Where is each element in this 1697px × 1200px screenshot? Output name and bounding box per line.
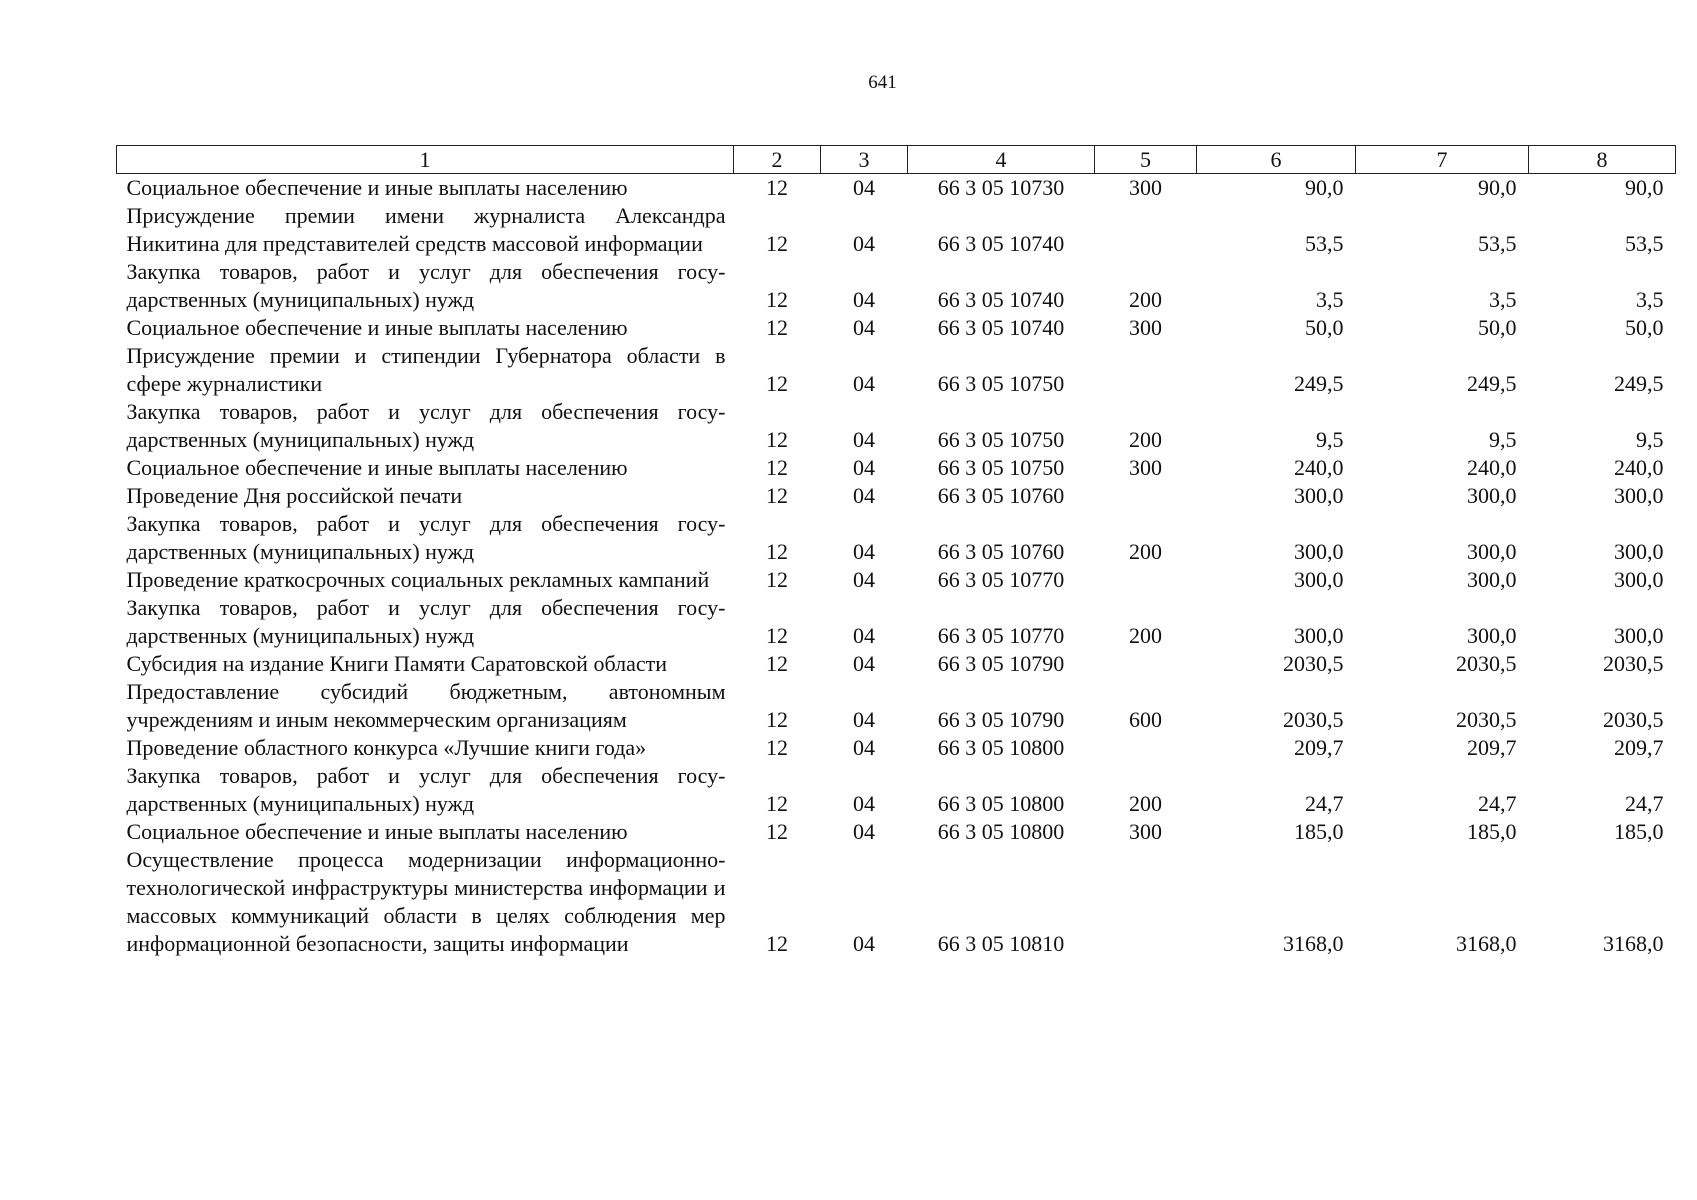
row-amount-col6: 24,7 bbox=[1305, 791, 1344, 816]
row-amount-col7: 209,7 bbox=[1467, 735, 1517, 760]
row-name: Осуществление процесса модернизации информационно-технологической инфраструктуры министерства информации и массовых коммуникаций области в целях соблюдения мер информационной безопасности, защиты информации bbox=[126, 847, 726, 956]
column-header-8: 8 bbox=[1529, 146, 1676, 174]
row-name: Социальное обеспечение и иные выплаты населению bbox=[126, 175, 628, 200]
budget-table-container bbox=[116, 145, 1675, 958]
row-amount-col8: 300,0 bbox=[1614, 539, 1664, 564]
row-target-item-code: 66 3 05 10800 bbox=[937, 791, 1065, 816]
row-section-code: 12 bbox=[766, 455, 788, 480]
table-body bbox=[117, 174, 1676, 959]
row-name: Закупка товаров, работ и услуг для обеспечения государственных (муниципальных) нужд bbox=[126, 595, 726, 648]
row-target-item-code: 66 3 05 10730 bbox=[937, 175, 1065, 200]
row-expense-type-code: 600 bbox=[1129, 707, 1162, 732]
row-subsection-code: 04 bbox=[853, 539, 875, 564]
column-header-3: 3 bbox=[821, 146, 908, 174]
row-amount-col7: 9,5 bbox=[1489, 427, 1517, 452]
row-target-item-code: 66 3 05 10750 bbox=[937, 371, 1065, 396]
row-subsection-code: 04 bbox=[853, 735, 875, 760]
row-target-item-code: 66 3 05 10740 bbox=[937, 315, 1065, 340]
row-expense-type-code: 300 bbox=[1129, 315, 1162, 340]
row-target-item-code: 66 3 05 10760 bbox=[937, 483, 1065, 508]
table-row bbox=[117, 342, 1676, 398]
row-amount-col7: 300,0 bbox=[1467, 483, 1517, 508]
row-subsection-code: 04 bbox=[853, 287, 875, 312]
table-row bbox=[117, 650, 1676, 678]
row-target-item-code: 66 3 05 10810 bbox=[937, 931, 1065, 956]
row-expense-type-code: 200 bbox=[1129, 287, 1162, 312]
row-name: Предоставление субсидий бюджетным, автономным учреждениям и иным некоммерческим организациям bbox=[126, 679, 726, 732]
row-section-code: 12 bbox=[766, 791, 788, 816]
header-row bbox=[117, 146, 1676, 174]
row-subsection-code: 04 bbox=[853, 371, 875, 396]
row-section-code: 12 bbox=[766, 931, 788, 956]
row-amount-col6: 300,0 bbox=[1294, 539, 1344, 564]
row-subsection-code: 04 bbox=[853, 455, 875, 480]
row-name: Присуждение премии и стипендии Губернатора области в сфере журналистики bbox=[126, 343, 726, 396]
row-target-item-code: 66 3 05 10750 bbox=[937, 427, 1065, 452]
row-target-item-code: 66 3 05 10790 bbox=[937, 651, 1065, 676]
row-target-item-code: 66 3 05 10790 bbox=[937, 707, 1065, 732]
row-amount-col6: 300,0 bbox=[1294, 567, 1344, 592]
page-number: 641 bbox=[868, 72, 897, 93]
row-name: Проведение областного конкурса «Лучшие книги года» bbox=[126, 735, 647, 760]
row-section-code: 12 bbox=[766, 427, 788, 452]
row-target-item-code: 66 3 05 10800 bbox=[937, 735, 1065, 760]
row-amount-col8: 185,0 bbox=[1614, 819, 1664, 844]
row-name: Социальное обеспечение и иные выплаты населению bbox=[126, 315, 628, 340]
row-amount-col8: 209,7 bbox=[1614, 735, 1664, 760]
row-amount-col8: 2030,5 bbox=[1603, 651, 1664, 676]
row-section-code: 12 bbox=[766, 371, 788, 396]
row-expense-type-code bbox=[1095, 566, 1197, 594]
table-row bbox=[117, 258, 1676, 314]
row-name: Присуждение премии имени журналиста Александра Никитина для представителей средств массовой информации bbox=[126, 203, 726, 256]
row-section-code: 12 bbox=[766, 315, 788, 340]
row-amount-col7: 90,0 bbox=[1478, 175, 1517, 200]
table-row bbox=[117, 678, 1676, 734]
row-amount-col6: 300,0 bbox=[1294, 623, 1344, 648]
row-target-item-code: 66 3 05 10750 bbox=[937, 455, 1065, 480]
row-expense-type-code: 300 bbox=[1129, 455, 1162, 480]
row-amount-col7: 24,7 bbox=[1478, 791, 1517, 816]
row-amount-col6: 240,0 bbox=[1294, 455, 1344, 480]
row-amount-col7: 300,0 bbox=[1467, 623, 1517, 648]
row-amount-col8: 240,0 bbox=[1614, 455, 1664, 480]
row-amount-col6: 249,5 bbox=[1294, 371, 1344, 396]
row-expense-type-code bbox=[1095, 650, 1197, 678]
row-amount-col6: 9,5 bbox=[1316, 427, 1344, 452]
row-expense-type-code: 200 bbox=[1129, 791, 1162, 816]
row-amount-col7: 249,5 bbox=[1467, 371, 1517, 396]
row-section-code: 12 bbox=[766, 287, 788, 312]
row-amount-col7: 300,0 bbox=[1467, 567, 1517, 592]
row-target-item-code: 66 3 05 10760 bbox=[937, 539, 1065, 564]
row-target-item-code: 66 3 05 10770 bbox=[937, 567, 1065, 592]
row-amount-col7: 300,0 bbox=[1467, 539, 1517, 564]
row-amount-col7: 53,5 bbox=[1478, 231, 1517, 256]
row-amount-col6: 2030,5 bbox=[1283, 651, 1344, 676]
row-amount-col7: 3,5 bbox=[1489, 287, 1517, 312]
row-subsection-code: 04 bbox=[853, 707, 875, 732]
row-amount-col8: 3,5 bbox=[1636, 287, 1664, 312]
column-header-6: 6 bbox=[1197, 146, 1356, 174]
table-row bbox=[117, 314, 1676, 342]
table-row bbox=[117, 594, 1676, 650]
row-expense-type-code bbox=[1095, 342, 1197, 398]
row-amount-col8: 24,7 bbox=[1625, 791, 1664, 816]
table-row bbox=[117, 566, 1676, 594]
row-section-code: 12 bbox=[766, 539, 788, 564]
table-row bbox=[117, 762, 1676, 818]
row-name: Закупка товаров, работ и услуг для обеспечения государственных (муниципальных) нужд bbox=[126, 399, 726, 452]
row-amount-col8: 300,0 bbox=[1614, 567, 1664, 592]
row-subsection-code: 04 bbox=[853, 819, 875, 844]
row-subsection-code: 04 bbox=[853, 623, 875, 648]
row-amount-col8: 300,0 bbox=[1614, 623, 1664, 648]
row-amount-col6: 185,0 bbox=[1294, 819, 1344, 844]
table-row bbox=[117, 202, 1676, 258]
row-amount-col6: 3168,0 bbox=[1283, 931, 1344, 956]
row-section-code: 12 bbox=[766, 735, 788, 760]
column-header-1: 1 bbox=[117, 146, 734, 174]
row-subsection-code: 04 bbox=[853, 651, 875, 676]
row-subsection-code: 04 bbox=[853, 175, 875, 200]
row-amount-col8: 53,5 bbox=[1625, 231, 1664, 256]
row-subsection-code: 04 bbox=[853, 483, 875, 508]
row-amount-col6: 90,0 bbox=[1305, 175, 1344, 200]
row-amount-col6: 209,7 bbox=[1294, 735, 1344, 760]
row-name: Закупка товаров, работ и услуг для обеспечения государственных (муниципальных) нужд bbox=[126, 259, 726, 312]
row-expense-type-code bbox=[1095, 202, 1197, 258]
row-subsection-code: 04 bbox=[853, 931, 875, 956]
row-name: Проведение Дня российской печати bbox=[126, 483, 463, 508]
row-section-code: 12 bbox=[766, 175, 788, 200]
row-subsection-code: 04 bbox=[853, 567, 875, 592]
row-subsection-code: 04 bbox=[853, 427, 875, 452]
column-header-7: 7 bbox=[1356, 146, 1529, 174]
row-subsection-code: 04 bbox=[853, 231, 875, 256]
row-section-code: 12 bbox=[766, 819, 788, 844]
row-section-code: 12 bbox=[766, 707, 788, 732]
row-amount-col7: 50,0 bbox=[1478, 315, 1517, 340]
row-amount-col7: 2030,5 bbox=[1456, 651, 1517, 676]
row-target-item-code: 66 3 05 10740 bbox=[937, 231, 1065, 256]
row-target-item-code: 66 3 05 10770 bbox=[937, 623, 1065, 648]
row-name: Закупка товаров, работ и услуг для обеспечения государственных (муниципальных) нужд bbox=[126, 511, 726, 564]
row-section-code: 12 bbox=[766, 623, 788, 648]
row-amount-col6: 53,5 bbox=[1305, 231, 1344, 256]
row-amount-col8: 249,5 bbox=[1614, 371, 1664, 396]
row-expense-type-code bbox=[1095, 734, 1197, 762]
row-amount-col7: 2030,5 bbox=[1456, 707, 1517, 732]
row-expense-type-code: 200 bbox=[1129, 427, 1162, 452]
row-amount-col8: 50,0 bbox=[1625, 315, 1664, 340]
table-row bbox=[117, 174, 1676, 203]
row-name: Социальное обеспечение и иные выплаты населению bbox=[126, 819, 628, 844]
row-section-code: 12 bbox=[766, 483, 788, 508]
row-subsection-code: 04 bbox=[853, 791, 875, 816]
table-row bbox=[117, 482, 1676, 510]
row-section-code: 12 bbox=[766, 651, 788, 676]
row-section-code: 12 bbox=[766, 231, 788, 256]
table-row bbox=[117, 454, 1676, 482]
budget-table bbox=[116, 145, 1676, 958]
table-row bbox=[117, 846, 1676, 958]
row-amount-col8: 2030,5 bbox=[1603, 707, 1664, 732]
row-expense-type-code bbox=[1095, 846, 1197, 958]
row-amount-col8: 3168,0 bbox=[1603, 931, 1664, 956]
row-subsection-code: 04 bbox=[853, 315, 875, 340]
row-amount-col7: 185,0 bbox=[1467, 819, 1517, 844]
row-amount-col6: 3,5 bbox=[1316, 287, 1344, 312]
row-amount-col6: 50,0 bbox=[1305, 315, 1344, 340]
row-expense-type-code: 200 bbox=[1129, 539, 1162, 564]
row-target-item-code: 66 3 05 10800 bbox=[937, 819, 1065, 844]
row-amount-col7: 3168,0 bbox=[1456, 931, 1517, 956]
row-amount-col6: 2030,5 bbox=[1283, 707, 1344, 732]
row-amount-col7: 240,0 bbox=[1467, 455, 1517, 480]
row-expense-type-code: 200 bbox=[1129, 623, 1162, 648]
row-name: Социальное обеспечение и иные выплаты населению bbox=[126, 455, 628, 480]
row-expense-type-code: 300 bbox=[1129, 175, 1162, 200]
table-row bbox=[117, 398, 1676, 454]
table-row bbox=[117, 510, 1676, 566]
row-section-code: 12 bbox=[766, 567, 788, 592]
row-amount-col8: 90,0 bbox=[1625, 175, 1664, 200]
table-row bbox=[117, 818, 1676, 846]
column-header-4: 4 bbox=[908, 146, 1095, 174]
table-header bbox=[117, 146, 1676, 174]
table-row bbox=[117, 734, 1676, 762]
row-name: Проведение краткосрочных социальных рекламных кампаний bbox=[126, 567, 710, 592]
row-expense-type-code: 300 bbox=[1129, 819, 1162, 844]
row-amount-col8: 300,0 bbox=[1614, 483, 1664, 508]
column-header-2: 2 bbox=[734, 146, 821, 174]
row-name: Закупка товаров, работ и услуг для обеспечения государственных (муниципальных) нужд bbox=[126, 763, 726, 816]
row-amount-col6: 300,0 bbox=[1294, 483, 1344, 508]
row-target-item-code: 66 3 05 10740 bbox=[937, 287, 1065, 312]
column-header-5: 5 bbox=[1095, 146, 1197, 174]
row-expense-type-code bbox=[1095, 482, 1197, 510]
row-name: Субсидия на издание Книги Памяти Саратовской области bbox=[126, 651, 667, 676]
row-amount-col8: 9,5 bbox=[1636, 427, 1664, 452]
